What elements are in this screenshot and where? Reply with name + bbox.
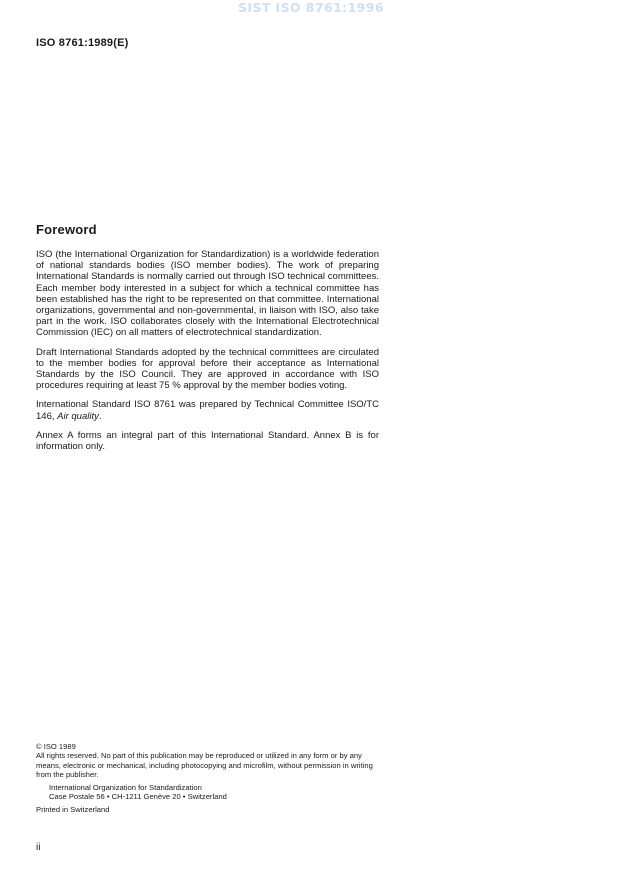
foreword-paragraph: Draft International Standards adopted by the technical committees are circulated to the member bodies for approval before their acceptance as International Standards by the ISO Council. They are approved in accordance with ISO procedures requiring at least 75 % approval by the member bodies voting. [36,346,379,392]
organization-name: International Organization for Standardization [49,782,202,792]
prepared-by-text: International Standard ISO 8761 was prepared by Technical Committee ISO/TC 146, [36,399,379,422]
prepared-by-end: . [98,410,102,422]
copyright-line: © ISO 1989 [36,742,76,751]
printed-in: Printed in Switzerland [36,805,110,815]
foreword-body [36,249,379,460]
page-number: ii [36,842,41,853]
document-id: ISO 8761:1989(E) [36,37,129,49]
section-title: Foreword [36,222,97,237]
copyright-block [36,742,380,815]
organization-address: Case Postale 56 • CH-1211 Genève 20 • Switzerland [49,792,227,802]
foreword-paragraph: ISO (the International Organization for Standardization) is a worldwide federation of national standards bodies (ISO member bodies). The work of preparing International Standards is normally carried out through ISO technical committees. Each member body interested in a subject for which a technical committee has been established has the right to be represented on that committee. International organizations, governmental and non-governmental, in liaison with ISO, also take part in the work. ISO collaborates closely with the International Electrotechnical Commission (IEC) on all matters of electrotechnical standardization. [36,249,379,339]
rights-notice: All rights reserved. No part of this publication may be reproduced or utilized in any form or by any means, electronic or mechanical, including photocopying and microfilm, without permission in writing from the publisher. [36,751,373,780]
annex-note: Annex A forms an integral part of this International Standard. Annex B is for information only. [36,429,379,453]
prepared-by-paragraph [36,399,379,421]
committee-title: Air quality [57,410,99,422]
watermark: SIST ISO 8761:1996 [238,0,384,15]
